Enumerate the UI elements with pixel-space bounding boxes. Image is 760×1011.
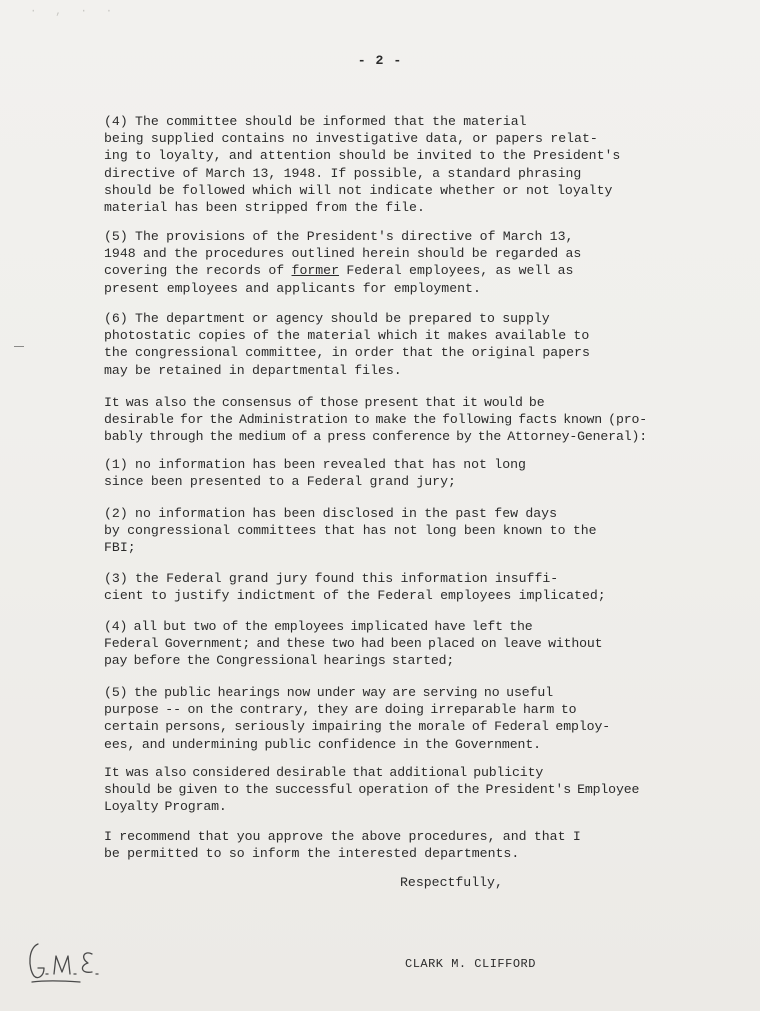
text-line: be permitted to so inform the interested departments. — [104, 846, 520, 862]
text-line: should be followed which will not indicate whether or not loyalty — [104, 182, 613, 198]
text-line: since been presented to a Federal grand jury; — [104, 474, 456, 490]
recommend-paragraph — [104, 828, 686, 862]
text-line: (2) no information has been disclosed in the past few days — [104, 506, 557, 521]
text-line: (5) the public hearings now under way are serving no useful — [104, 685, 554, 700]
text-line: directive of March 13, 1948. If possible, a standard phrasing — [104, 165, 582, 181]
text-segment: covering the records of — [104, 263, 292, 279]
text-segment: Federal employees, as well as — [339, 263, 574, 279]
text-line: the congressional committee, in order that the original papers — [104, 345, 590, 361]
fact-4 — [104, 618, 686, 670]
publicity-paragraph — [104, 764, 686, 816]
margin-mark — [14, 346, 24, 347]
fact-1 — [104, 456, 686, 490]
text-line: (4) The committee should be informed that the material — [104, 114, 527, 129]
text-line: cient to justify indictment of the Federal employees implicated; — [104, 588, 606, 604]
text-line: desirable for the Administration to make the following facts known (pro- — [104, 412, 647, 428]
page-number: - 2 - — [357, 53, 403, 68]
text-line: may be retained in departmental files. — [104, 362, 402, 378]
text-line: (3) the Federal grand jury found this information insuffi- — [104, 571, 559, 586]
text-line: present employees and applicants for employment. — [104, 280, 481, 296]
text-line: 1948 and the procedures outlined herein should be regarded as — [104, 246, 582, 262]
text-line: bably through the medium of a press conference by the Attorney-General): — [104, 429, 647, 445]
closing-salutation: Respectfully, — [400, 875, 503, 890]
consensus-paragraph — [104, 394, 686, 446]
text-line: should be given to the successful operation of the President's Employee — [104, 782, 640, 798]
text-line: material has been stripped from the file. — [104, 200, 425, 216]
text-line: (4) all but two of the employees implicated have left the — [104, 619, 533, 634]
text-line: certain persons, seriously impairing the morale of Federal employ- — [104, 719, 611, 735]
text-line: (5) The provisions of the President's directive of March 13, — [104, 229, 574, 244]
fact-2 — [104, 505, 686, 557]
text-line: It was also considered desirable that additional publicity — [104, 765, 544, 780]
text-line: (6) The department or agency should be prepared to supply — [104, 311, 550, 326]
recommendation-6 — [104, 310, 686, 379]
fact-5 — [104, 684, 686, 753]
fact-3 — [104, 570, 686, 604]
text-line — [104, 262, 686, 279]
text-line: pay before the Congressional hearings started; — [104, 653, 455, 669]
corner-marks: · , · · — [30, 6, 119, 18]
text-line: by congressional committees that has not long been known to the — [104, 523, 597, 539]
initials-signature — [22, 934, 117, 990]
underlined-word: former — [291, 263, 340, 279]
recommendation-4 — [104, 113, 686, 216]
text-line: ees, and undermining public confidence in the Government. — [104, 736, 541, 752]
signer-name: CLARK M. CLIFFORD — [405, 957, 536, 971]
recommendation-5 — [104, 228, 686, 297]
text-line: I recommend that you approve the above procedures, and that I — [104, 829, 581, 844]
text-line: Federal Government; and these two had been placed on leave without — [104, 636, 603, 652]
text-line: It was also the consensus of those present that it would be — [104, 395, 545, 410]
text-line: (1) no information has been revealed that has not long — [104, 457, 526, 472]
text-line: being supplied contains no investigative data, or papers relat- — [104, 131, 598, 147]
text-line: photostatic copies of the material which it makes available to — [104, 328, 590, 344]
text-line: purpose -- on the contrary, they are doing irreparable harm to — [104, 702, 577, 718]
text-line: FBI; — [104, 540, 136, 556]
handwritten-initials — [22, 934, 117, 995]
text-line: ing to loyalty, and attention should be invited to the President's — [104, 148, 621, 164]
text-line: Loyalty Program. — [104, 799, 227, 815]
